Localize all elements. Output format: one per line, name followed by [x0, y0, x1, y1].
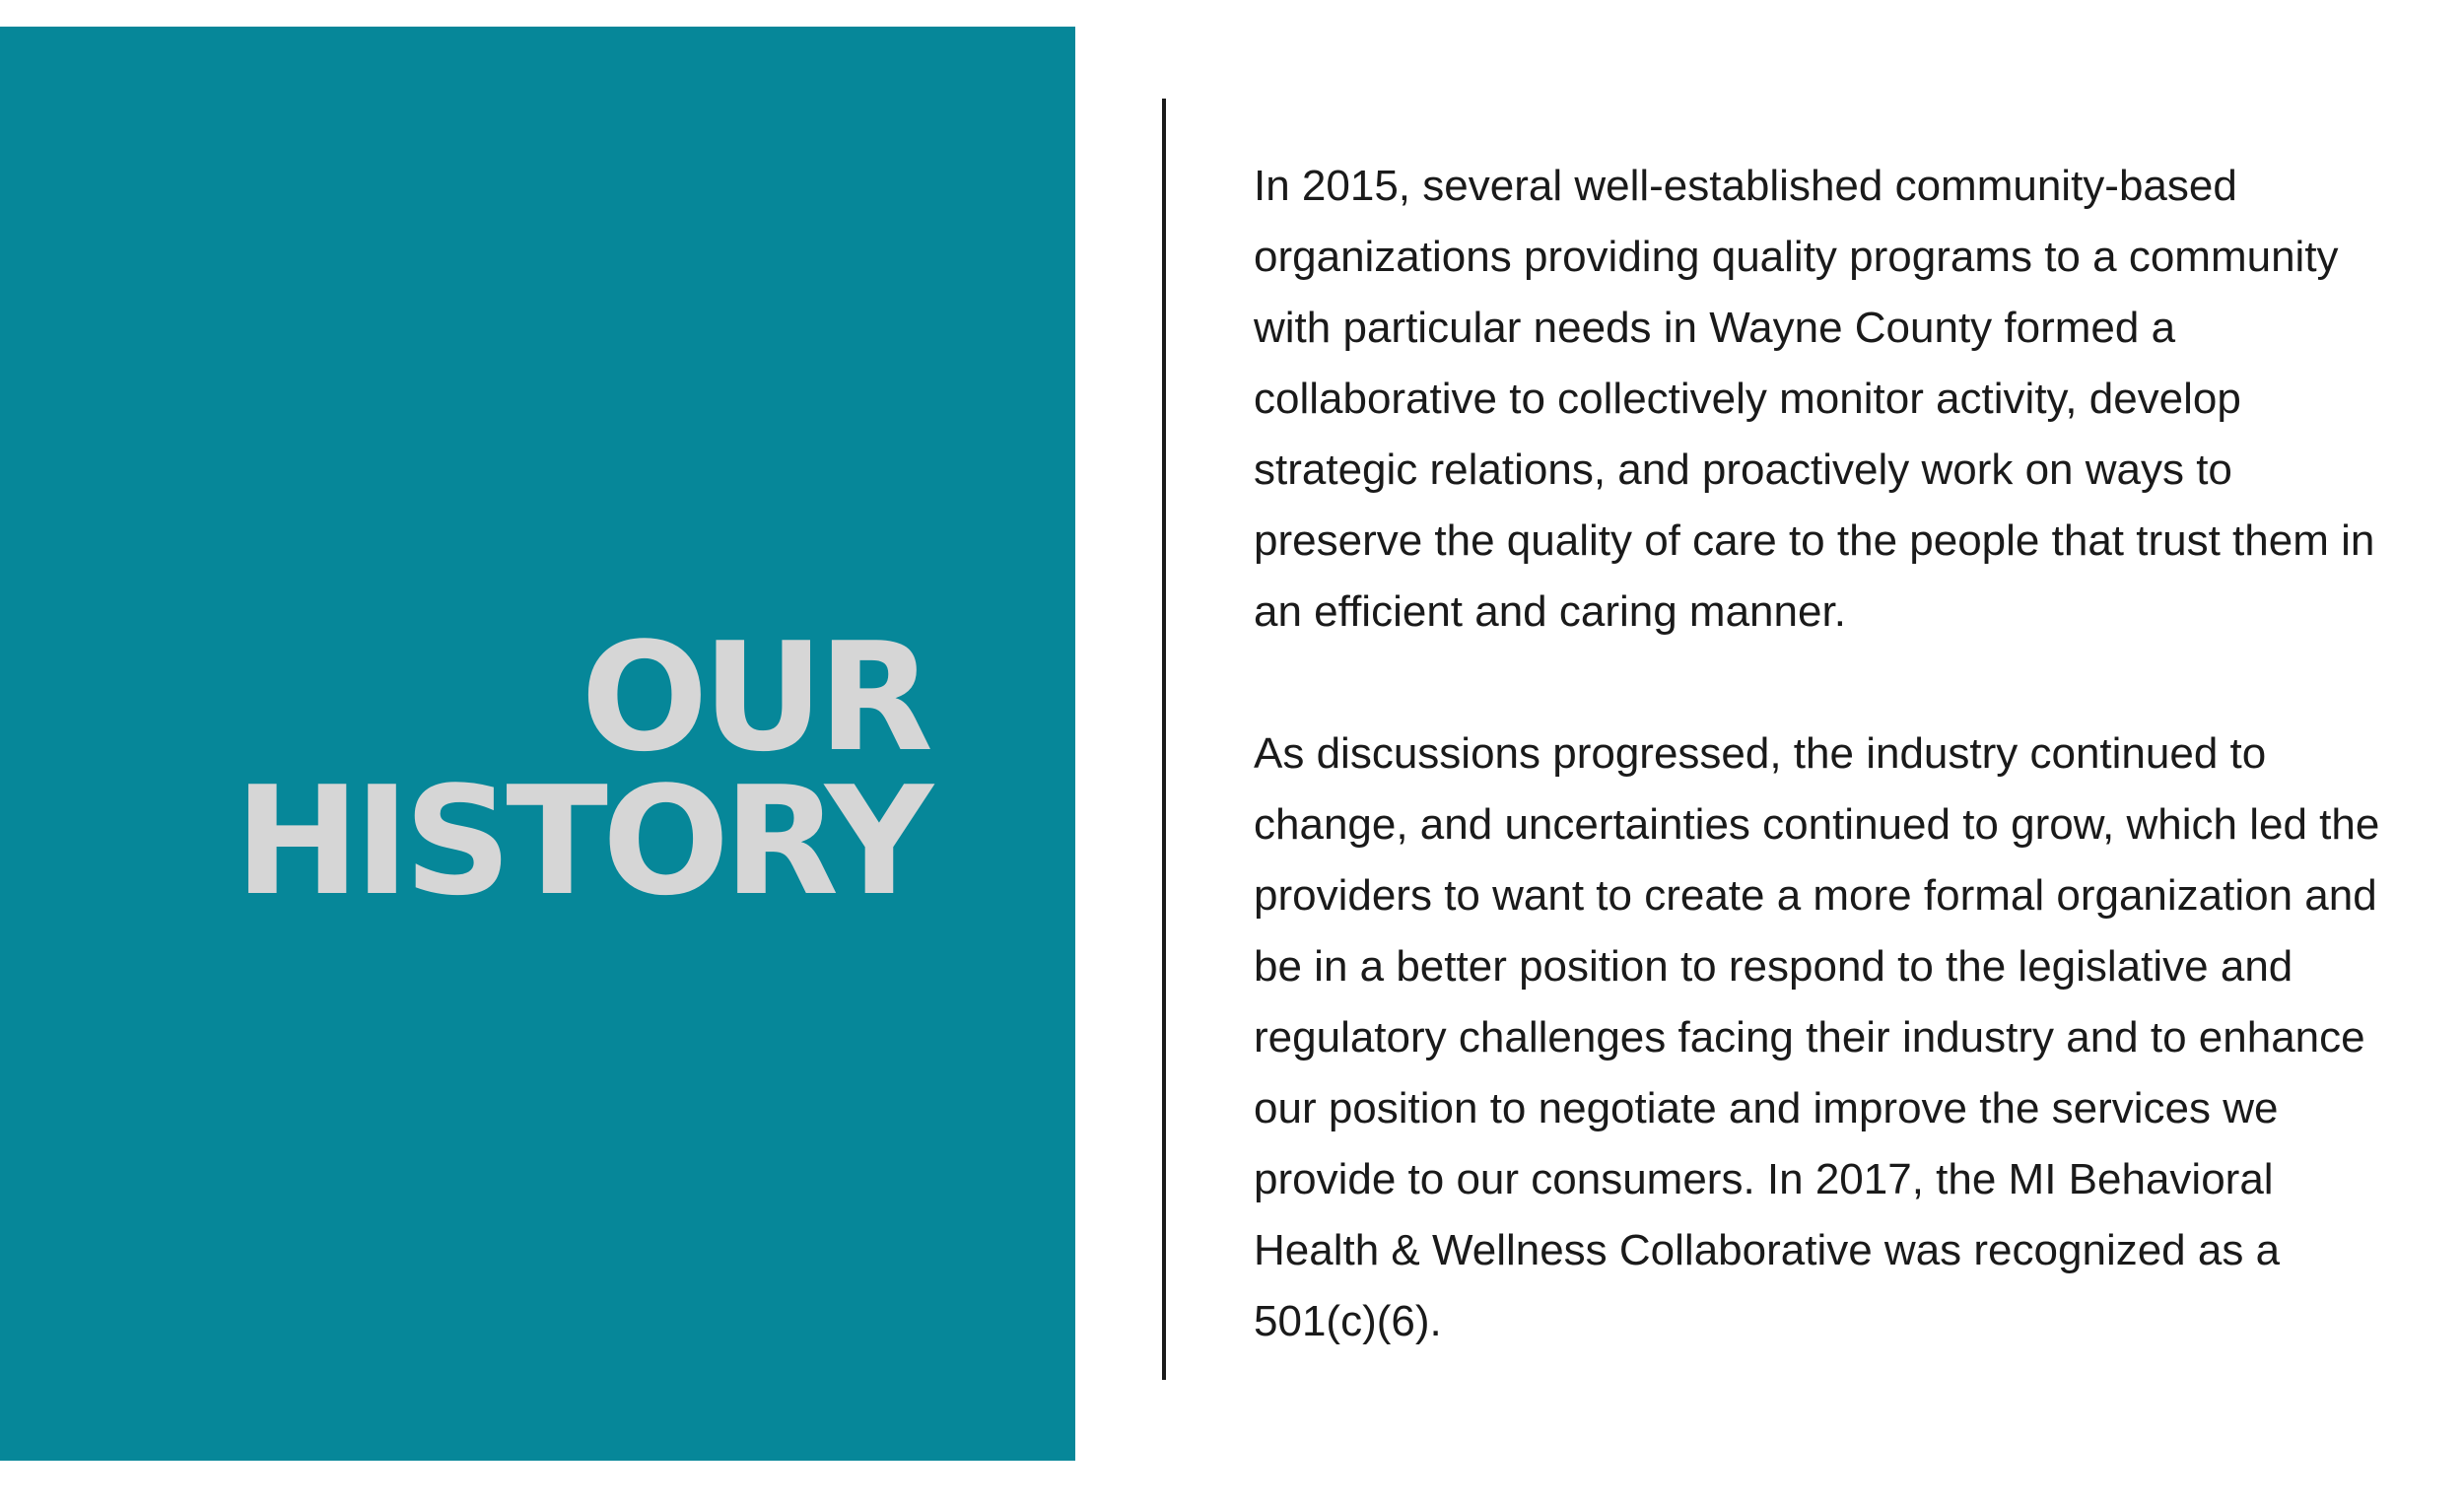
history-text	[1254, 151, 2387, 1357]
history-paragraph-1: In 2015, several well-established community-based organizations providing quality programs to a community with particular needs in Wayne County formed a collaborative to collectively monitor activity, develop strategic relations, and proactively work on ways to preserve the quality of care to the people that trust them in an efficient and caring manner.	[1254, 162, 2375, 636]
title-line-history: HISTORY	[235, 754, 927, 928]
title-panel	[0, 27, 1075, 1461]
page-title	[235, 610, 927, 928]
history-paragraph-2: As discussions progressed, the industry continued to change, and uncertainties continued to grow, which led the providers to want to create a more formal organization and be in a better position to respond to the legislative and regulatory challenges facing their industry and to enhance our position to negotiate and improve the services we provide to our consumers. In 2017, the MI Behavioral Health & Wellness Collaborative was recognized as a 501(c)(6).	[1254, 729, 2380, 1345]
title-line-our: OUR	[581, 610, 927, 785]
vertical-divider	[1162, 99, 1166, 1380]
